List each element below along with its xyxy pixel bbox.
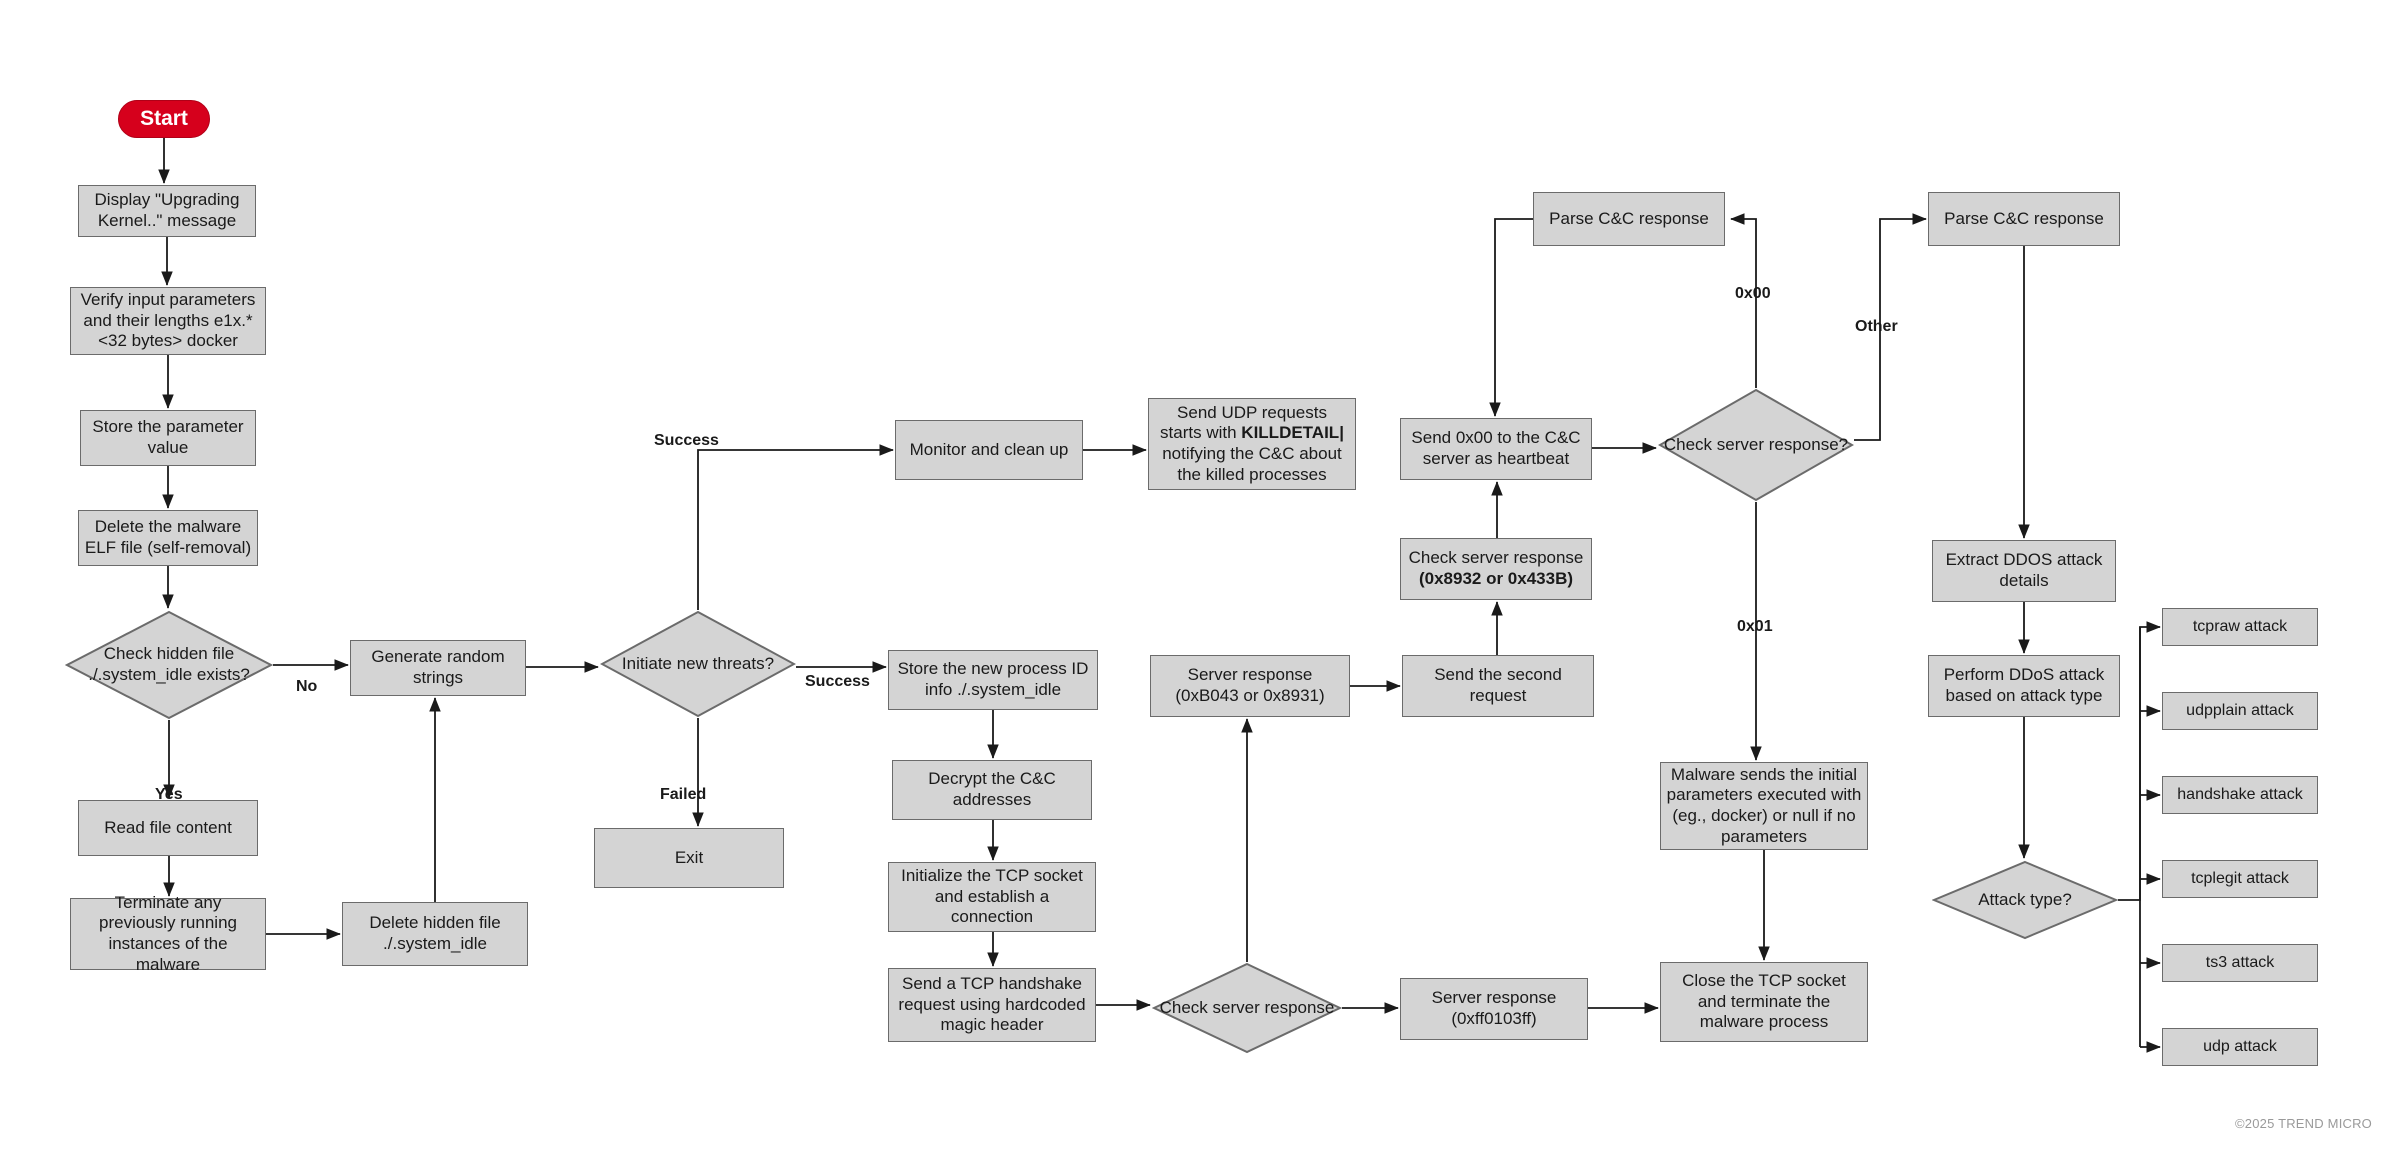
node-attack-ts3-label: ts3 attack xyxy=(2205,954,2275,972)
node-exit-label: Exit xyxy=(674,847,704,867)
node-send-second-request[interactable] xyxy=(1402,655,1594,717)
node-read-file-content[interactable] xyxy=(78,800,258,856)
edge-label-success-right-text: Success xyxy=(805,673,870,690)
node-check-hidden-file-label: Check hidden file ./.system_idle exists? xyxy=(88,644,250,684)
edge-label-yes xyxy=(155,786,183,804)
node-store-parameter[interactable] xyxy=(80,410,256,466)
node-display-message-label: Display "Upgrading Kernel.." message xyxy=(94,190,240,230)
node-initialize-tcp-socket[interactable] xyxy=(888,862,1096,932)
node-check-server-response-1[interactable] xyxy=(1152,962,1342,1054)
edge-label-0x00 xyxy=(1735,285,1771,303)
node-send-udp-requests[interactable] xyxy=(1148,398,1356,490)
node-attack-handshake[interactable] xyxy=(2162,776,2318,814)
node-server-response-ff0103ff[interactable] xyxy=(1400,978,1588,1040)
node-check-hidden-file[interactable] xyxy=(65,610,273,720)
node-check-server-response-8932[interactable] xyxy=(1400,538,1592,600)
node-check-server-response-8932-label: Check server response (0x8932 or 0x433B) xyxy=(1408,548,1584,588)
node-display-message[interactable] xyxy=(78,185,256,237)
node-send-0x00-heartbeat[interactable] xyxy=(1400,418,1592,480)
node-extract-ddos-details-label: Extract DDOS attack details xyxy=(1945,550,2103,590)
node-generate-random-strings-label: Generate random strings xyxy=(371,647,505,687)
node-read-file-content-label: Read file content xyxy=(104,817,232,837)
node-verify-params[interactable] xyxy=(70,287,266,355)
node-verify-params-label: Verify input parameters and their lengths e1x.* <32 bytes> docker xyxy=(80,289,256,351)
node-attack-udpplain[interactable] xyxy=(2162,692,2318,730)
edge-label-other-text: Other xyxy=(1855,318,1898,335)
node-extract-ddos-details[interactable] xyxy=(1932,540,2116,602)
node-decrypt-cc-addresses[interactable] xyxy=(892,760,1092,820)
node-generate-random-strings[interactable] xyxy=(350,640,526,696)
node-attack-ts3[interactable] xyxy=(2162,944,2318,982)
node-delete-hidden-file[interactable] xyxy=(342,902,528,966)
node-attack-type[interactable] xyxy=(1932,860,2118,940)
node-exit[interactable] xyxy=(594,828,784,888)
node-attack-handshake-label: handshake attack xyxy=(2177,786,2303,804)
node-send-0x00-heartbeat-label: Send 0x00 to the C&C server as heartbeat xyxy=(1411,428,1581,468)
node-attack-udp-label: udp attack xyxy=(2203,1038,2277,1056)
node-start-label: Start xyxy=(140,107,188,131)
edge-label-no-text: No xyxy=(296,678,318,695)
node-parse-cc-response-1[interactable] xyxy=(1533,192,1725,246)
node-store-process-id-label: Store the new process ID info ./.system_idle xyxy=(897,659,1089,699)
node-send-second-request-label: Send the second request xyxy=(1434,665,1562,705)
edge-label-other xyxy=(1855,318,1898,336)
edge-label-success-right xyxy=(805,673,870,691)
node-attack-udp[interactable] xyxy=(2162,1028,2318,1066)
edge-label-0x00-text: 0x00 xyxy=(1735,285,1771,302)
node-start[interactable] xyxy=(118,100,210,138)
node-parse-cc-response-2-label: Parse C&C response xyxy=(1944,208,2104,228)
edge-label-success-top xyxy=(654,432,719,450)
node-server-response-ff0103ff-label: Server response (0xff0103ff) xyxy=(1431,988,1557,1028)
node-delete-hidden-file-label: Delete hidden file ./.system_idle xyxy=(369,913,501,953)
node-server-response-b043-label: Server response (0xB043 or 0x8931) xyxy=(1175,665,1325,705)
node-attack-tcplegit[interactable] xyxy=(2162,860,2318,898)
node-parse-cc-response-1-label: Parse C&C response xyxy=(1549,208,1709,228)
node-attack-type-label: Attack type? xyxy=(1978,889,2072,909)
node-store-parameter-label: Store the parameter value xyxy=(92,417,244,457)
node-send-udp-requests-label: Send UDP requests starts with KILLDETAIL| notifying the C&C about the killed processes xyxy=(1160,402,1344,484)
node-close-tcp-socket[interactable] xyxy=(1660,962,1868,1042)
node-close-tcp-socket-label: Close the TCP socket and terminate the malware process xyxy=(1682,970,1846,1032)
edge-label-yes-text: Yes xyxy=(155,786,183,803)
node-delete-elf-label: Delete the malware ELF file (self-removal) xyxy=(84,517,252,557)
node-send-tcp-handshake-label: Send a TCP handshake request using hardcoded magic header xyxy=(898,973,1086,1035)
node-malware-sends-initial-params[interactable] xyxy=(1660,762,1868,850)
node-initiate-new-threats-label: Initiate new threats? xyxy=(621,653,775,673)
edge-label-success-top-text: Success xyxy=(654,432,719,449)
node-terminate-instances[interactable] xyxy=(70,892,266,974)
edge-label-failed xyxy=(660,786,706,804)
copyright-notice: ©2025 TREND MICRO xyxy=(2235,1116,2372,1131)
node-attack-tcplegit-label: tcplegit attack xyxy=(2191,870,2289,888)
node-store-process-id[interactable] xyxy=(888,650,1098,710)
node-attack-tcpraw[interactable] xyxy=(2162,608,2318,646)
node-malware-sends-initial-params-label: Malware sends the initial parameters executed with (eg., docker) or null if no parameters xyxy=(1666,764,1862,846)
node-check-server-response-1-label: Check server response xyxy=(1159,997,1335,1017)
node-check-server-response-2[interactable] xyxy=(1658,388,1854,502)
node-parse-cc-response-2[interactable] xyxy=(1928,192,2120,246)
node-initiate-new-threats[interactable] xyxy=(600,610,796,718)
node-initialize-tcp-socket-label: Initialize the TCP socket and establish a connection xyxy=(901,865,1083,927)
node-perform-ddos-attack-label: Perform DDoS attack based on attack type xyxy=(1943,665,2105,705)
edge-label-failed-text: Failed xyxy=(660,786,707,803)
edge-label-no xyxy=(296,678,317,696)
node-terminate-instances-label: Terminate any previously running instances of the malware xyxy=(99,892,237,974)
node-attack-tcpraw-label: tcpraw attack xyxy=(2192,618,2288,636)
edge-label-0x01-text: 0x01 xyxy=(1737,618,1773,635)
node-attack-udpplain-label: udpplain attack xyxy=(2186,702,2294,720)
node-check-server-response-2-label: Check server response? xyxy=(1663,434,1849,454)
node-delete-elf[interactable] xyxy=(78,510,258,566)
node-monitor-clean-up[interactable] xyxy=(895,420,1083,480)
node-perform-ddos-attack[interactable] xyxy=(1928,655,2120,717)
node-monitor-clean-up-label: Monitor and clean up xyxy=(909,439,1069,459)
node-send-tcp-handshake[interactable] xyxy=(888,968,1096,1042)
node-decrypt-cc-addresses-label: Decrypt the C&C addresses xyxy=(928,769,1056,809)
node-server-response-b043[interactable] xyxy=(1150,655,1350,717)
edge-label-0x01 xyxy=(1737,618,1773,636)
